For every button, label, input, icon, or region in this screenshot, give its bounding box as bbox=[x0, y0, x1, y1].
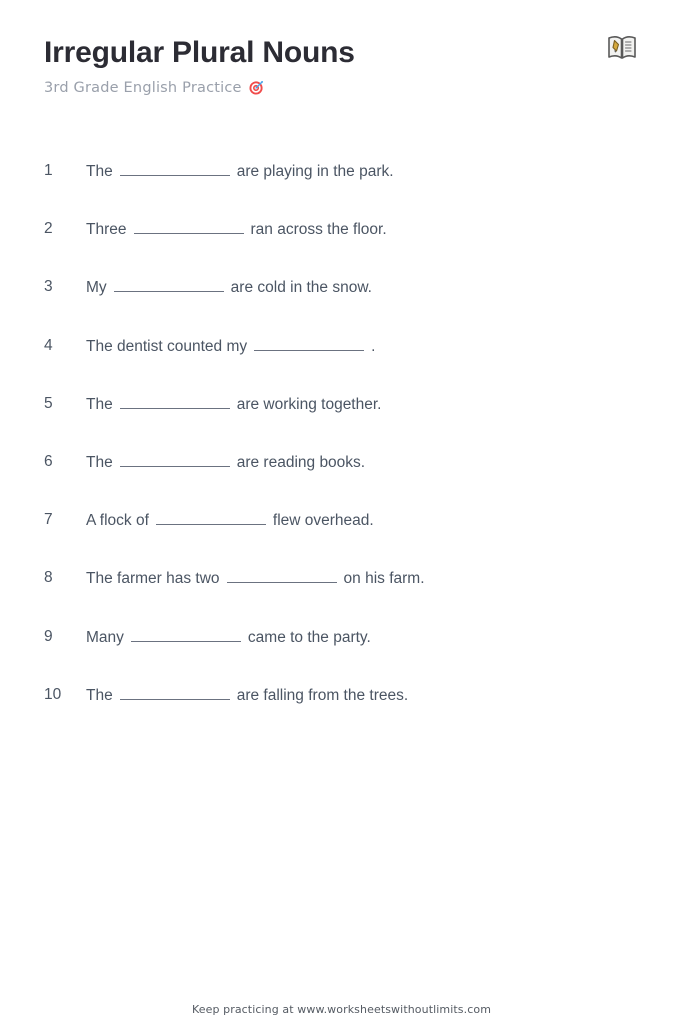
question-number: 10 bbox=[44, 685, 62, 703]
question-row-5 bbox=[44, 393, 643, 451]
question-number: 4 bbox=[44, 336, 53, 354]
question-row-7 bbox=[44, 509, 643, 567]
question-text bbox=[86, 451, 365, 474]
question-before-text: Three bbox=[86, 221, 127, 239]
question-text bbox=[86, 335, 375, 358]
answer-blank[interactable] bbox=[120, 684, 230, 700]
question-number: 9 bbox=[44, 627, 53, 645]
question-text bbox=[86, 567, 425, 590]
subtitle-row bbox=[44, 80, 643, 96]
question-before-text: The farmer has two bbox=[86, 570, 220, 588]
question-after-text: are reading books. bbox=[236, 453, 366, 471]
answer-blank[interactable] bbox=[134, 218, 244, 234]
question-text bbox=[86, 218, 387, 241]
question-before-text: The bbox=[86, 686, 113, 704]
question-number: 8 bbox=[44, 569, 53, 587]
question-before-text: Many bbox=[86, 628, 124, 646]
question-number: 3 bbox=[44, 278, 53, 296]
question-before-text: The bbox=[86, 395, 113, 413]
question-row-4 bbox=[44, 335, 643, 393]
question-text bbox=[86, 276, 372, 299]
worksheet-header bbox=[44, 36, 643, 96]
question-after-text: are falling from the trees. bbox=[236, 686, 409, 704]
footer-text: Keep practicing at www.worksheetswithoutlimits.com bbox=[191, 1003, 492, 1016]
question-row-1 bbox=[44, 160, 643, 218]
question-number: 1 bbox=[44, 162, 53, 179]
question-after-text: . bbox=[371, 337, 376, 355]
question-after-text: ran across the floor. bbox=[250, 221, 387, 239]
question-before-text: My bbox=[86, 279, 107, 297]
question-after-text: are cold in the snow. bbox=[230, 279, 372, 297]
answer-blank[interactable] bbox=[120, 451, 230, 467]
page-title: Irregular Plural Nouns bbox=[44, 36, 355, 69]
open-book-icon bbox=[606, 31, 638, 63]
question-before-text: The bbox=[86, 453, 113, 471]
question-text bbox=[86, 626, 371, 649]
question-row-2 bbox=[44, 218, 643, 276]
question-before-text: The dentist counted my bbox=[86, 337, 248, 355]
question-text bbox=[86, 509, 374, 532]
answer-blank[interactable] bbox=[114, 276, 224, 292]
question-before-text: The bbox=[86, 163, 113, 180]
answer-blank[interactable] bbox=[120, 393, 230, 409]
question-after-text: came to the party. bbox=[247, 628, 371, 646]
question-row-10 bbox=[44, 684, 643, 742]
question-text bbox=[86, 393, 381, 416]
question-after-text: are working together. bbox=[236, 395, 382, 413]
question-list bbox=[44, 160, 643, 742]
question-row-8 bbox=[44, 567, 643, 625]
answer-blank[interactable] bbox=[156, 509, 266, 525]
question-row-9 bbox=[44, 626, 643, 684]
question-number: 2 bbox=[44, 220, 53, 238]
question-number: 6 bbox=[44, 452, 53, 470]
answer-blank[interactable] bbox=[254, 335, 364, 351]
question-text bbox=[86, 160, 394, 183]
target-icon bbox=[249, 80, 264, 95]
answer-blank[interactable] bbox=[227, 567, 337, 583]
question-after-text: are playing in the park. bbox=[236, 163, 394, 180]
question-after-text: on his farm. bbox=[343, 570, 425, 588]
question-number: 7 bbox=[44, 511, 53, 529]
question-number: 5 bbox=[44, 394, 53, 412]
question-row-6 bbox=[44, 451, 643, 509]
question-row-3 bbox=[44, 276, 643, 334]
page-subtitle: 3rd Grade English Practice bbox=[44, 79, 242, 96]
question-after-text: flew overhead. bbox=[272, 512, 374, 530]
answer-blank[interactable] bbox=[131, 626, 241, 642]
question-before-text: A flock of bbox=[86, 512, 149, 530]
answer-blank[interactable] bbox=[120, 160, 230, 176]
question-text bbox=[86, 684, 408, 707]
